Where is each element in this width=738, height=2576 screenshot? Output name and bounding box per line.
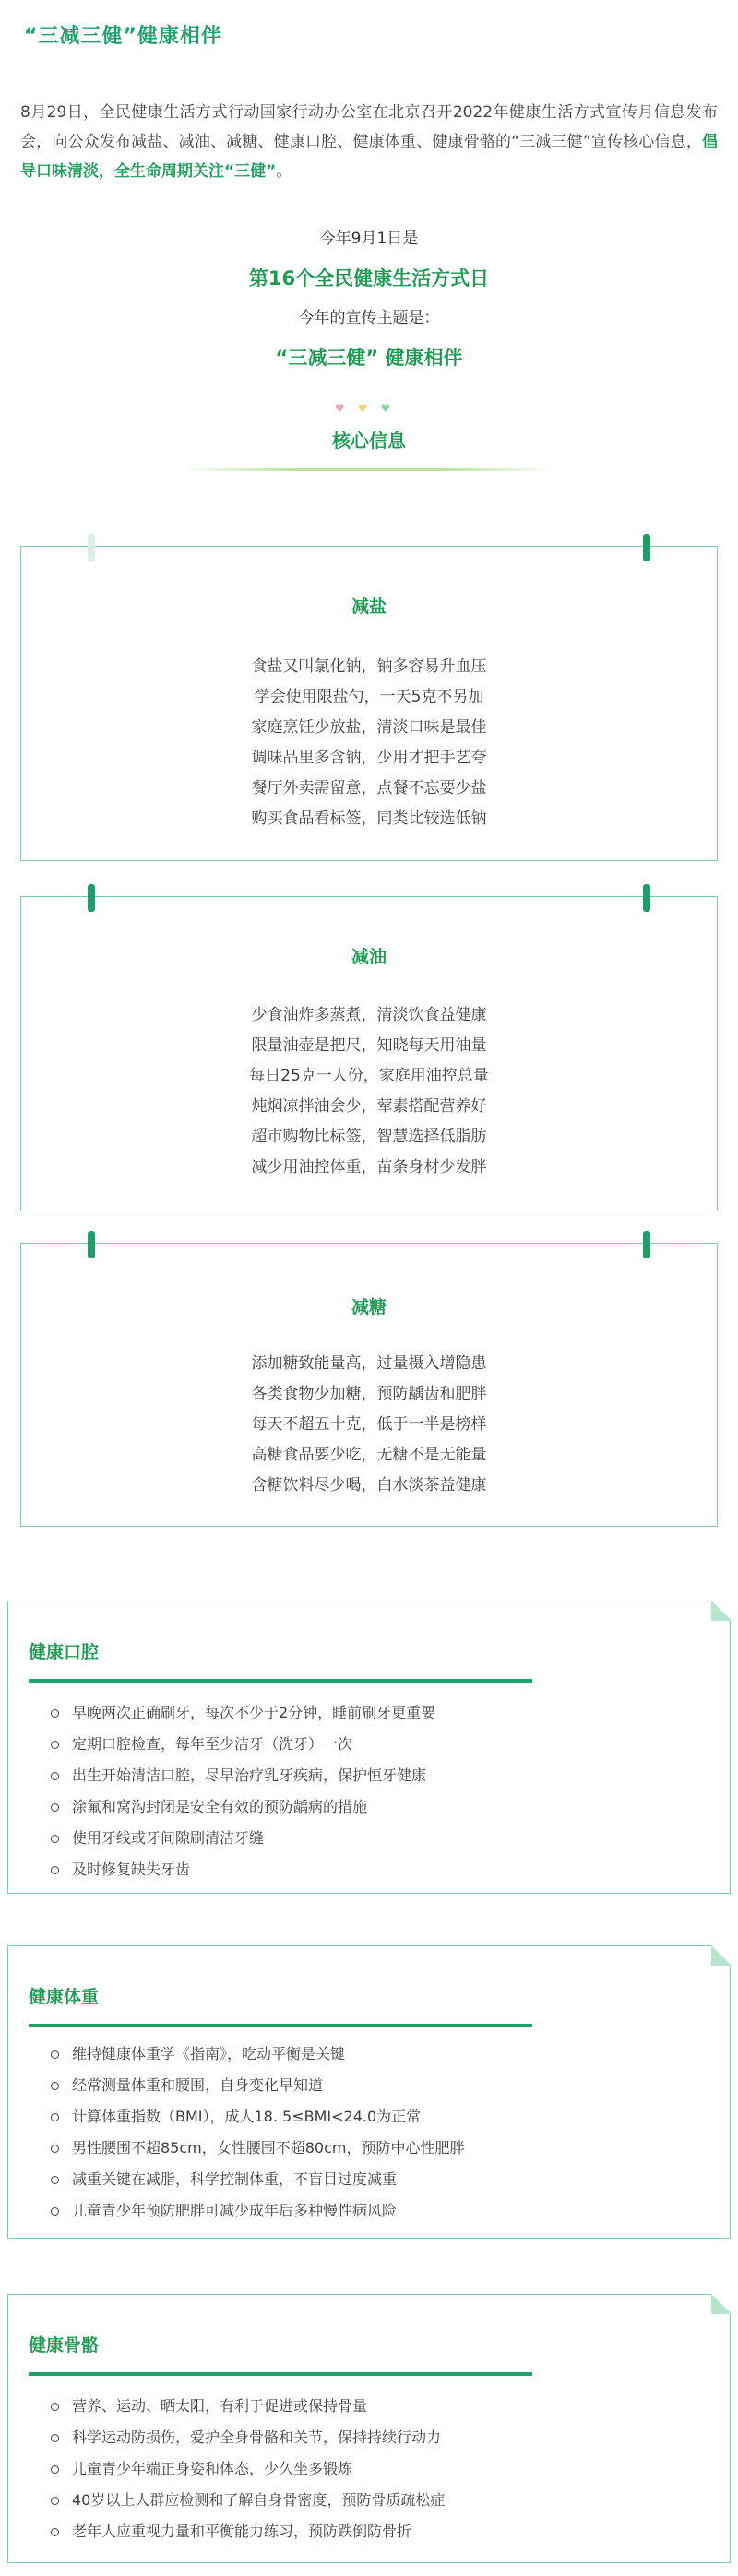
- bullet-icon: [51, 2403, 59, 2411]
- page-title: “三减三健”健康相伴: [20, 20, 226, 49]
- rule-line: 减少用油控体重，苗条身材少发胖: [251, 1158, 487, 1176]
- rule-line: 添加糖致能量高，过量摄入增隐患: [251, 1354, 487, 1373]
- date-line: 今年9月1日是: [319, 230, 419, 248]
- bullet-icon: [51, 1835, 59, 1843]
- rule-card-lines: [21, 1000, 717, 1183]
- rule-card-title: 减糖: [21, 1294, 717, 1318]
- rule-card-salt: [20, 546, 718, 861]
- list-item: 出生开始清洁口腔，尽早治疗乳牙疾病，保护恒牙健康: [29, 1760, 711, 1791]
- rule-line: 食盐又叫氯化钠，钠多容易升血压: [251, 657, 487, 676]
- info-list: [29, 1697, 711, 1885]
- bullet-icon: [51, 2528, 59, 2536]
- list-item: 儿童青少年预防肥胖可减少成年后多种慢性病风险: [29, 2195, 711, 2227]
- rule-line: 限量油壶是把尺，知晓每天用油量: [251, 1036, 487, 1055]
- intro-tail: 。: [276, 162, 292, 181]
- bullet-icon: [51, 2497, 59, 2505]
- rule-card-title: 减油: [21, 943, 717, 968]
- info-list: [29, 2391, 711, 2547]
- info-card-bar: [29, 2372, 532, 2376]
- list-item: 儿童青少年端正身姿和体态，少久坐多锻炼: [29, 2453, 711, 2485]
- list-item: 科学运动防损伤，爱护全身骨骼和关节，保持持续行动力: [29, 2422, 711, 2453]
- pin-decoration: [643, 884, 650, 912]
- info-list: [29, 2038, 711, 2227]
- rule-line: 超市购物比标签，智慧选择低脂肪: [251, 1128, 487, 1146]
- intro-paragraph: [20, 98, 718, 186]
- list-item: 减重关键在减脂，科学控制体重，不盲目过度减重: [29, 2164, 711, 2195]
- info-card-bar: [29, 2024, 532, 2027]
- folded-corner-decoration: [711, 2294, 732, 2314]
- list-item: 40岁以上人群应检测和了解自身骨密度，预防骨质疏松症: [29, 2485, 711, 2516]
- pin-decoration: [88, 534, 95, 561]
- list-item: 维持健康体重学《指南》，吃动平衡是关键: [29, 2038, 711, 2070]
- list-item: 经常测量体重和腰围，自身变化早知道: [29, 2070, 711, 2101]
- day-name: 第16个全民健康生活方式日: [248, 267, 490, 290]
- list-item: 计算体重指数（BMI），成人18. 5≤BMI<24.0为正常: [29, 2101, 711, 2133]
- bullet-icon: [51, 1866, 59, 1874]
- rule-line: 少食油炸多蒸煮，清淡饮食益健康: [251, 1006, 487, 1024]
- heart-icon: ♥: [380, 402, 404, 415]
- folded-corner-decoration: [711, 1945, 732, 1966]
- info-card-weight: [7, 1945, 731, 2239]
- core-info-title: 核心信息: [332, 430, 406, 452]
- bullet-icon: [51, 2434, 59, 2442]
- list-item: 老年人应重视力量和平衡能力练习，预防跌倒防骨折: [29, 2516, 711, 2547]
- bullet-icon: [51, 1772, 59, 1780]
- intro-text: 8月29日，全民健康生活方式行动国家行动办公室在北京召开2022年健康生活方式宣传月信息发布会，向公众发布减盐、减油、减糖、健康口腔、健康体重、健康骨骼的“三减三健”宣传核心信息，: [20, 103, 718, 151]
- rule-card-sugar: [20, 1243, 718, 1527]
- list-item: 早晚两次正确刷牙，每次不少于2分钟，睡前刷牙更重要: [29, 1697, 711, 1729]
- hearts-decoration: [0, 402, 738, 415]
- intro-highlight: 倡导口味清淡，全生命周期关注“三健”: [20, 133, 718, 181]
- heart-icon: ♥: [334, 402, 358, 415]
- list-item: 使用牙线或牙间隙刷清洁牙缝: [29, 1823, 711, 1854]
- bullet-icon: [51, 2207, 59, 2216]
- pin-decoration: [88, 1231, 95, 1258]
- bullet-icon: [51, 2465, 59, 2474]
- bullet-icon: [51, 2082, 59, 2090]
- rule-line: 调味品里多含钠，少用才把手艺夸: [251, 749, 487, 767]
- info-card-title: 健康口腔: [29, 1642, 100, 1662]
- pin-decoration: [643, 534, 650, 561]
- bullet-icon: [51, 1741, 59, 1749]
- info-card-title: 健康骨骼: [29, 2335, 100, 2356]
- list-item: 定期口腔检查，每年至少洁牙（洗牙）一次: [29, 1729, 711, 1760]
- rule-card-title: 减盐: [21, 593, 717, 618]
- rule-line: 购买食品看标签，同类比较选低钠: [251, 809, 487, 828]
- rule-line: 每天不超五十克，低于一半是榜样: [251, 1415, 487, 1434]
- theme-intro: 今年的宣传主题是：: [298, 309, 440, 327]
- rule-card-lines: [21, 652, 717, 834]
- list-item: 涂氟和窝沟封闭是安全有效的预防龋病的措施: [29, 1791, 711, 1823]
- folded-corner-decoration: [711, 1601, 732, 1621]
- bullet-icon: [51, 1803, 59, 1812]
- bullet-icon: [51, 1709, 59, 1718]
- list-item: 男性腰围不超85cm，女性腰围不超80cm，预防中心性肥胖: [29, 2133, 711, 2164]
- theme: “三减三健” 健康相伴: [275, 347, 463, 369]
- info-card-bone: [7, 2294, 731, 2563]
- rule-line: 家庭烹饪少放盐，清淡口味是最佳: [251, 718, 487, 737]
- bullet-icon: [51, 2176, 59, 2184]
- rule-line: 炖焖凉拌油会少，荤素搭配营养好: [251, 1097, 487, 1116]
- heart-icon: ♥: [357, 402, 381, 415]
- rule-line: 餐厅外卖需留意，点餐不忘要少盐: [251, 779, 487, 798]
- info-card-bar: [29, 1679, 532, 1683]
- rule-card-lines: [21, 1349, 717, 1501]
- list-item: 营养、运动、晒太阳，有利于促进或保持骨量: [29, 2391, 711, 2422]
- rule-line: 高糖食品要少吃，无糖不是无能量: [251, 1446, 487, 1464]
- bullet-icon: [51, 2145, 59, 2153]
- rule-line: 学会使用限盐勺，一天5克不另加: [254, 688, 484, 706]
- pin-decoration: [88, 884, 95, 912]
- pin-decoration: [643, 1231, 650, 1258]
- info-card-title: 健康体重: [29, 1987, 100, 2007]
- rule-line: 各类食物少加糖，预防龋齿和肥胖: [251, 1385, 487, 1403]
- bullet-icon: [51, 2050, 59, 2059]
- rule-card-oil: [20, 896, 718, 1211]
- rule-line: 含糖饮料尽少喝，白水淡茶益健康: [251, 1476, 487, 1495]
- bullet-icon: [51, 2113, 59, 2121]
- list-item: 及时修复缺失牙齿: [29, 1854, 711, 1885]
- core-divider: [189, 468, 549, 471]
- info-card-oral: [7, 1601, 731, 1894]
- rule-line: 每日25克一人份，家庭用油控总量: [249, 1067, 489, 1085]
